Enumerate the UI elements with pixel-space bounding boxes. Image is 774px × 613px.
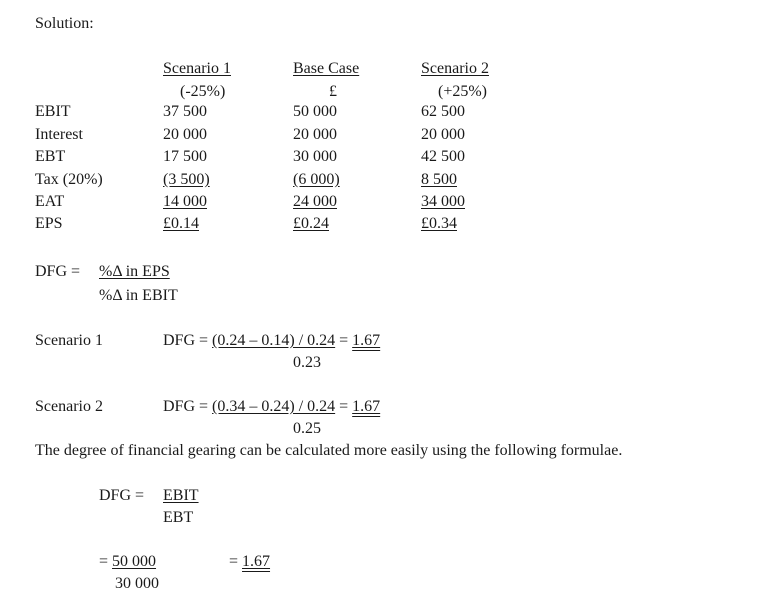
dfg-def-denominator: %Δ in EBIT [99, 287, 178, 304]
col-header-scenario-1: Scenario 1 [163, 60, 231, 77]
heading: Solution: [35, 15, 94, 32]
calc-result: 1.67 [242, 553, 271, 570]
cell-interest-base: 20 000 [293, 126, 337, 143]
scenario-1-denominator: 0.23 [293, 354, 321, 371]
cell-interest-s1: 20 000 [163, 126, 207, 143]
scenario-1-prefix: DFG = [163, 332, 213, 349]
formula-prefix: DFG = [99, 487, 149, 504]
cell-interest-s2: 20 000 [421, 126, 465, 143]
formula-numerator: EBIT [163, 487, 199, 504]
col-subheader-base-case: £ [329, 83, 337, 100]
row-label-ebit: EBIT [35, 103, 71, 120]
scenario-2-result: 1.67 [352, 398, 381, 415]
calc-denominator: 30 000 [115, 575, 159, 592]
cell-eps-s1: £0.14 [163, 215, 199, 232]
row-label-tax: Tax (20%) [35, 171, 103, 188]
cell-eps-base: £0.24 [293, 215, 329, 232]
dfg-def-numerator: %Δ in EPS [99, 263, 170, 280]
scenario-2-denominator: 0.25 [293, 420, 321, 437]
cell-eps-s2: £0.34 [421, 215, 457, 232]
cell-ebt-s1: 17 500 [163, 148, 207, 165]
col-subheader-scenario-1: (-25%) [180, 83, 226, 100]
cell-tax-s2: 8 500 [421, 171, 457, 188]
scenario-1-formula [163, 331, 380, 351]
scenario-1-equals: = [335, 332, 353, 349]
calc-numerator: 50 000 [112, 553, 157, 570]
calc-line [99, 552, 156, 572]
row-label-interest: Interest [35, 126, 83, 143]
row-label-eps: EPS [35, 215, 63, 232]
cell-ebit-base: 50 000 [293, 103, 337, 120]
row-label-ebt: EBT [35, 148, 66, 165]
scenario-1-numerator: (0.24 – 0.14) / 0.24 [212, 332, 336, 349]
cell-eat-base: 24 000 [293, 193, 337, 210]
cell-ebit-s2: 62 500 [421, 103, 465, 120]
cell-ebt-s2: 42 500 [421, 148, 465, 165]
dfg-def-prefix: DFG = [35, 263, 85, 280]
scenario-2-label: Scenario 2 [35, 398, 103, 415]
scenario-2-equals: = [335, 398, 353, 415]
formula-denominator: EBT [163, 509, 194, 526]
row-label-eat: EAT [35, 193, 65, 210]
cell-eat-s2: 34 000 [421, 193, 465, 210]
scenario-2-prefix: DFG = [163, 398, 213, 415]
cell-eat-s1: 14 000 [163, 193, 207, 210]
scenario-2-numerator: (0.34 – 0.24) / 0.24 [212, 398, 336, 415]
col-header-scenario-2: Scenario 2 [421, 60, 489, 77]
col-subheader-scenario-2: (+25%) [438, 83, 488, 100]
calc-prefix: = [99, 553, 113, 570]
scenario-1-label: Scenario 1 [35, 332, 103, 349]
cell-tax-base: (6 000) [293, 171, 340, 188]
scenario-1-result: 1.67 [352, 332, 381, 349]
calc-result-line [229, 552, 270, 572]
calc-result-prefix: = [229, 553, 243, 570]
explanatory-note: The degree of financial gearing can be calculated more easily using the following formulae. [35, 442, 623, 459]
cell-ebit-s1: 37 500 [163, 103, 207, 120]
col-header-base-case: Base Case [293, 60, 360, 77]
scenario-2-formula [163, 397, 380, 417]
cell-ebt-base: 30 000 [293, 148, 337, 165]
cell-tax-s1: (3 500) [163, 171, 210, 188]
